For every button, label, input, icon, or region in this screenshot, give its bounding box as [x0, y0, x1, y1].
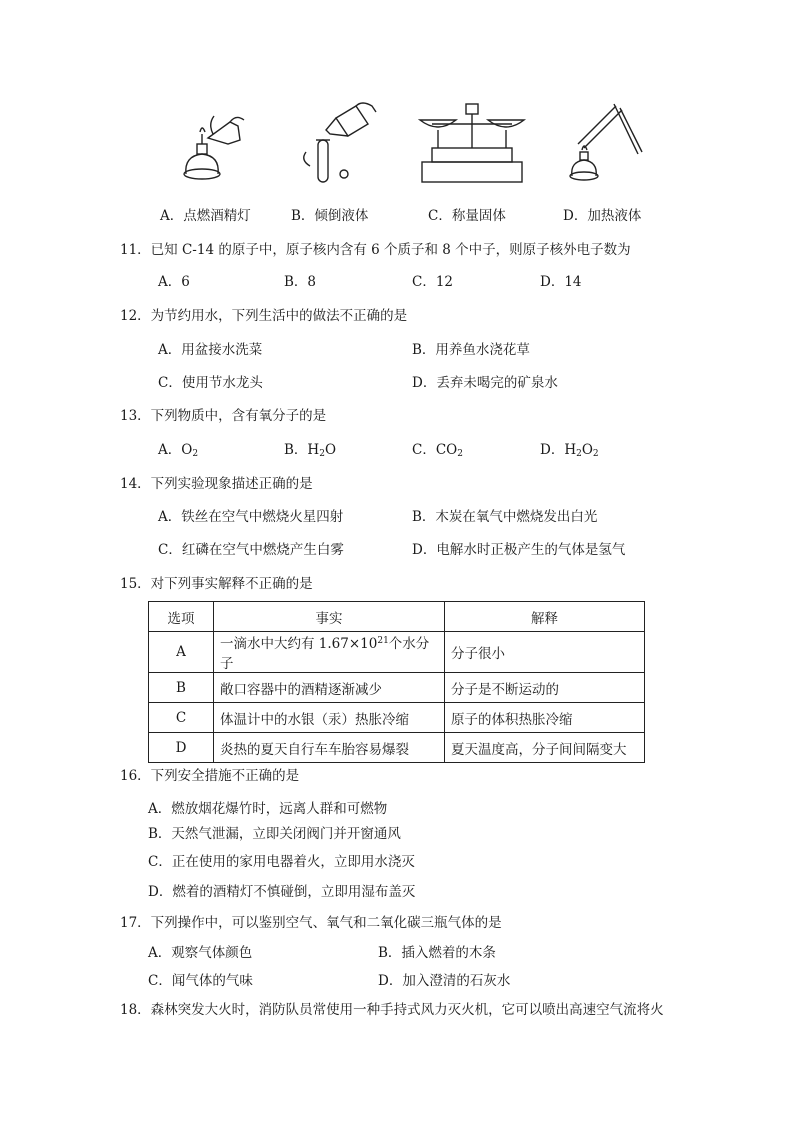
q15-stem: 15．对下列事实解释不正确的是: [120, 576, 313, 592]
q13-option-b: B．$H_2O$: [284, 442, 337, 459]
q11-stem: 11．已知 C-14 的原子中，原子核内含有 6 个质子和 8 个中子，则原子核外电子数为: [120, 242, 631, 258]
table-row: [149, 673, 645, 703]
table-cell-option: C: [149, 703, 214, 733]
q13-option-d: D．$H_2O_2$: [540, 442, 599, 459]
q10-option-b: B．倾倒液体: [291, 208, 369, 224]
table-cell-explain: 夏天温度高，分子间间隔变大: [445, 733, 645, 763]
q10-option-c: C．称量固体: [428, 208, 506, 224]
table-row: [149, 733, 645, 763]
table-cell-explain: 分子很小: [445, 632, 645, 673]
pouring-liquid-icon: [296, 100, 378, 184]
q13-option-c: C．$CO_2$: [412, 442, 463, 459]
q17-option-a: A．观察气体颜色: [148, 945, 253, 961]
q12-option-c: C．使用节水龙头: [158, 375, 263, 391]
q14-stem: 14．下列实验现象描述正确的是: [120, 476, 313, 492]
table-cell-fact: 一滴水中大约有 $1.67\times 10^{21}$个水分子: [214, 632, 445, 673]
heating-test-tube-icon: [560, 100, 646, 186]
q13-stem: 13．下列物质中，含有氧分子的是: [120, 408, 327, 424]
q18-stem: 18．森林突发大火时，消防队员常使用一种手持式风力灭火机，它可以喷出高速空气流将火: [120, 1002, 664, 1018]
q10-option-d: D．加热液体: [563, 208, 642, 224]
table-row: [149, 703, 645, 733]
q11-option-d: D．14: [540, 274, 582, 290]
alcohol-lamp-lighting-icon: [178, 104, 256, 184]
q16-option-a: A．燃放烟花爆竹时，远离人群和可燃物: [148, 801, 388, 817]
balance-scale-icon: [418, 100, 528, 186]
q11-option-c: C．12: [412, 274, 454, 290]
table-cell-fact: 敞口容器中的酒精逐渐减少: [214, 673, 445, 703]
table-header-cell: 解释: [445, 602, 645, 632]
table-row: [149, 632, 645, 673]
q17-option-c: C．闻气体的气味: [148, 973, 253, 989]
q12-option-b: B．用养鱼水浇花草: [412, 342, 530, 358]
q16-option-d: D．燃着的酒精灯不慎碰倒，立即用湿布盖灭: [148, 884, 416, 900]
q14-option-c: C．红磷在空气中燃烧产生白雾: [158, 542, 344, 558]
q15-table: [148, 601, 645, 763]
q16-option-c: C．正在使用的家用电器着火，立即用水浇灭: [148, 854, 415, 870]
table-header-cell: 选项: [149, 602, 214, 632]
table-cell-option: D: [149, 733, 214, 763]
q17-option-b: B．插入燃着的木条: [378, 945, 496, 961]
q10-option-a: A．点燃酒精灯: [160, 208, 251, 224]
q14-option-b: B．木炭在氧气中燃烧发出白光: [412, 509, 598, 525]
q17-stem: 17．下列操作中，可以鉴别空气、氧气和二氧化碳三瓶气体的是: [120, 915, 502, 931]
q12-option-d: D．丢弃未喝完的矿泉水: [412, 375, 558, 391]
q12-option-a: A．用盆接水洗菜: [158, 342, 263, 358]
q17-option-d: D．加入澄清的石灰水: [378, 973, 511, 989]
table-cell-option: A: [149, 632, 214, 673]
q14-option-a: A．铁丝在空气中燃烧火星四射: [158, 509, 344, 525]
q14-option-d: D．电解水时正极产生的气体是氢气: [412, 542, 626, 558]
table-cell-explain: 分子是不断运动的: [445, 673, 645, 703]
table-cell-fact: 炎热的夏天自行车车胎容易爆裂: [214, 733, 445, 763]
q16-stem: 16．下列安全措施不正确的是: [120, 768, 300, 784]
table-header-cell: 事实: [214, 602, 445, 632]
table-header-row: [149, 602, 645, 632]
table-cell-fact: 体温计中的水银（汞）热胀冷缩: [214, 703, 445, 733]
q11-option-b: B．8: [284, 274, 317, 290]
q16-option-b: B．天然气泄漏，立即关闭阀门并开窗通风: [148, 826, 401, 842]
q13-option-a: A．$O_2$: [158, 442, 199, 459]
q12-stem: 12．为节约用水，下列生活中的做法不正确的是: [120, 308, 408, 324]
table-cell-explain: 原子的体积热胀冷缩: [445, 703, 645, 733]
table-cell-option: B: [149, 673, 214, 703]
q11-option-a: A．6: [158, 274, 190, 290]
